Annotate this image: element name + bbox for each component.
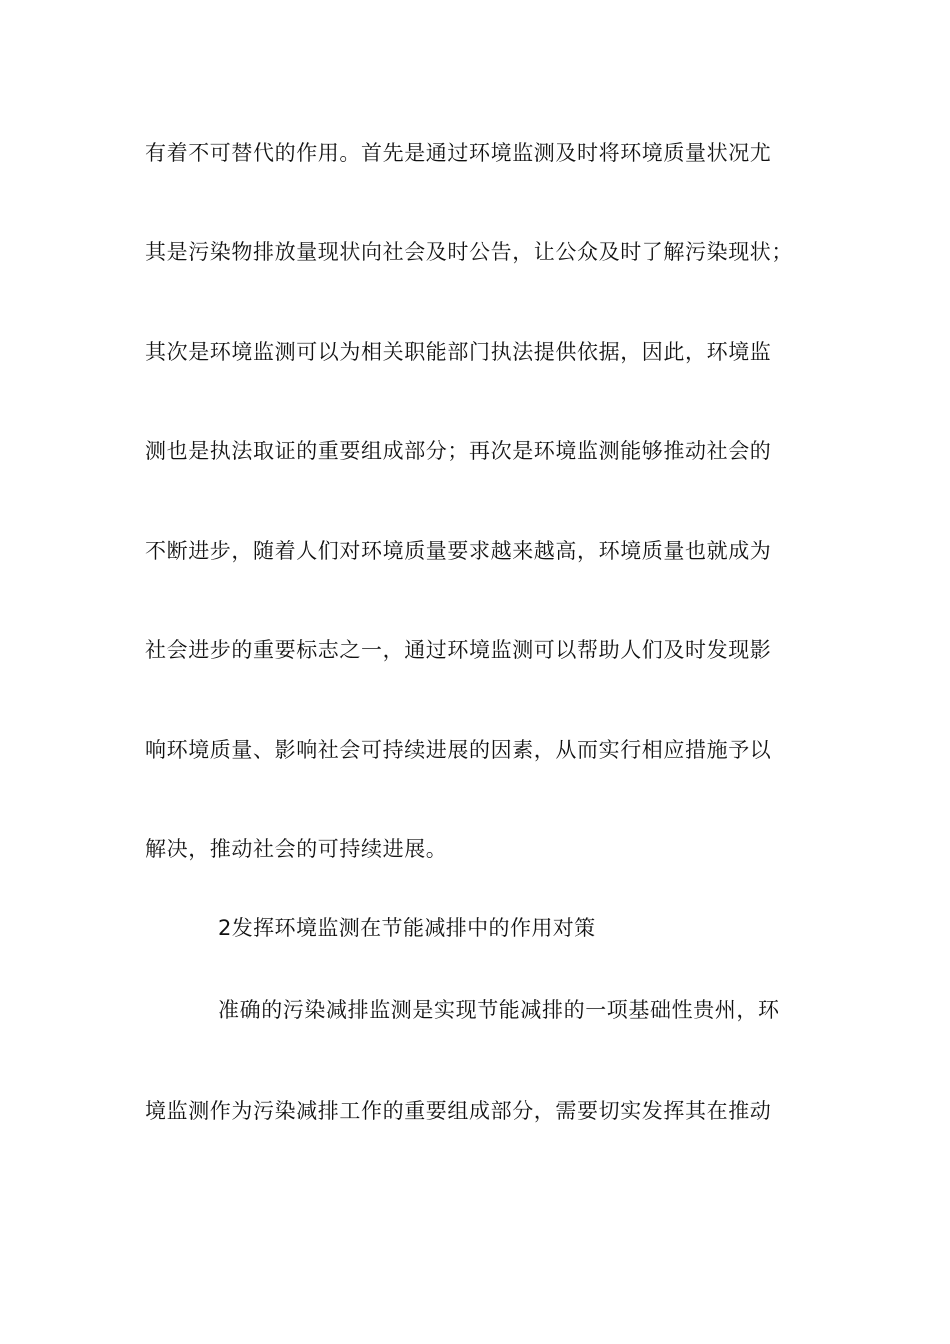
- paragraph-line: 其是污染物排放量现状向社会及时公告，让公众及时了解污染现状；: [145, 240, 793, 264]
- paragraph-line: 测也是执法取证的重要组成部分；再次是环境监测能够推动社会的: [145, 439, 772, 463]
- paragraph-line: 准确的污染减排监测是实现节能减排的一项基础性贵州，环: [218, 998, 780, 1022]
- paragraph-line: 有着不可替代的作用。首先是通过环境监测及时将环境质量状况尤: [145, 141, 772, 165]
- paragraph-line: 不断进步，随着人们对环境质量要求越来越高，环境质量也就成为: [145, 539, 772, 563]
- paragraph-line: 解决，推动社会的可持续进展。: [145, 837, 448, 861]
- paragraph-line: 社会进步的重要标志之一，通过环境监测可以帮助人们及时发现影: [145, 638, 772, 662]
- paragraph-line: 其次是环境监测可以为相关职能部门执法提供依据，因此，环境监: [145, 340, 772, 364]
- paragraph-line: 境监测作为污染减排工作的重要组成部分，需要切实发挥其在推动: [145, 1099, 772, 1123]
- paragraph-line: 响环境质量、影响社会可持续进展的因素，从而实行相应措施予以: [145, 738, 772, 762]
- section-heading: 2发挥环境监测在节能减排中的作用对策: [218, 916, 596, 940]
